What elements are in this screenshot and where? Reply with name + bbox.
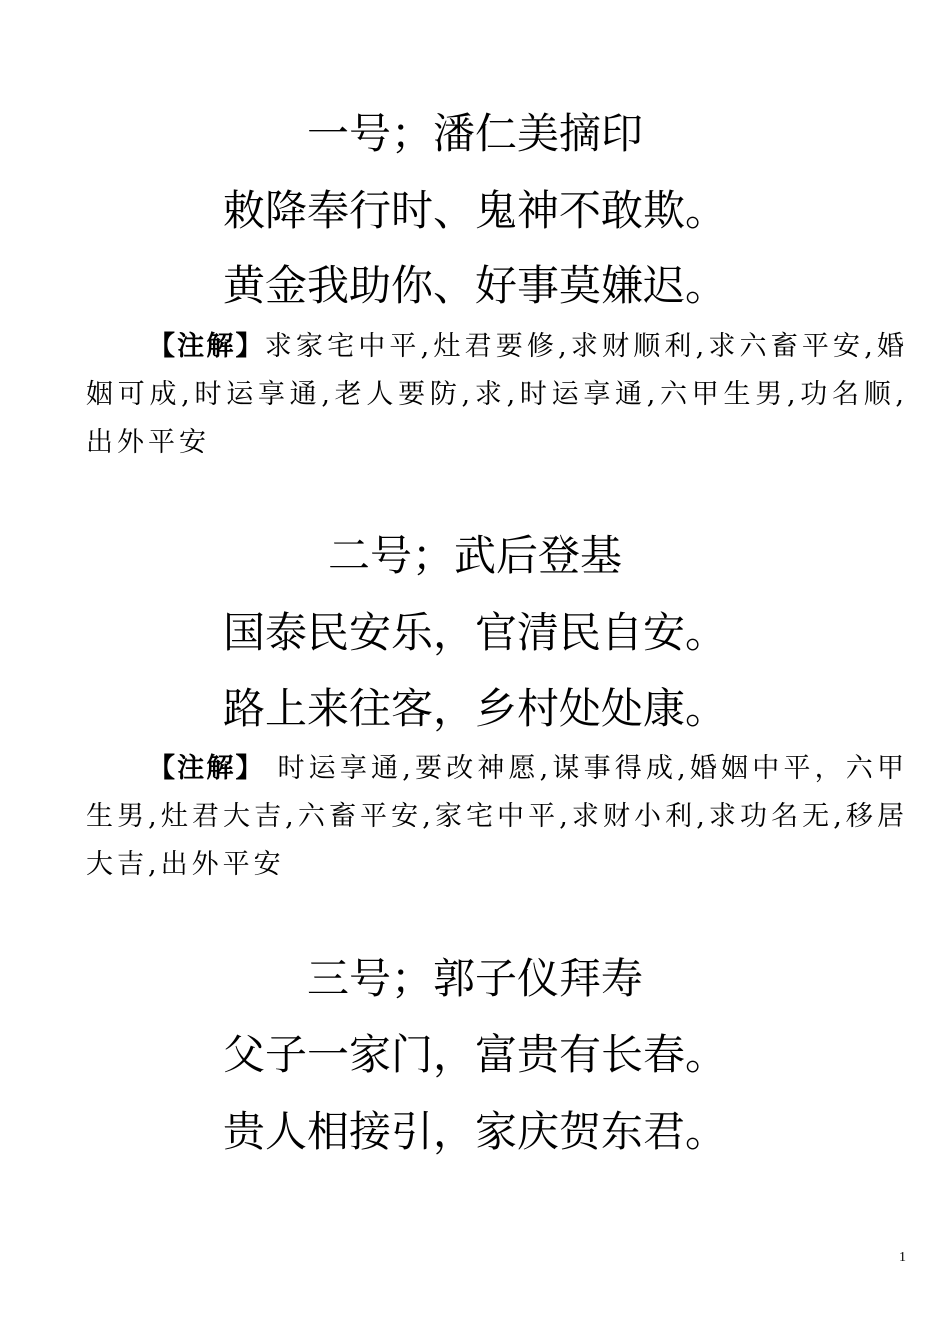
section-1-note xyxy=(86,323,908,467)
section-1-heading: 一号；潘仁美摘印 xyxy=(306,109,643,158)
note-text: 时运享通,要改神愿,谋事得成,婚姻中平，六甲生男,灶君大吉,六畜平安,家宅中平,求财小利,求功名无,移居大吉,出外平安 xyxy=(86,753,908,880)
section-2-note xyxy=(86,745,908,889)
section-3-heading: 三号；郭子仪拜寿 xyxy=(306,954,643,1003)
section-1-verse-2: 黄金我助你、好事莫嫌迟。 xyxy=(222,261,727,310)
section-1-verse-1: 敕降奉行时、鬼神不敢欺。 xyxy=(222,186,727,235)
section-2-verse-1: 国泰民安乐，官清民自安。 xyxy=(222,608,727,657)
section-3-verse-2: 贵人相接引，家庆贺东君。 xyxy=(222,1107,727,1156)
note-tag: 【注解】 xyxy=(148,331,265,362)
page-number: 1 xyxy=(899,1250,906,1265)
section-2-verse-2: 路上来往客，乡村处处康。 xyxy=(222,684,727,733)
note-tag: 【注解】 xyxy=(148,753,265,784)
section-3-verse-1: 父子一家门，富贵有长春。 xyxy=(222,1030,727,1079)
note-text: 求家宅中平,灶君要修,求财顺利,求六畜平安,婚姻可成,时运享通,老人要防,求,时运享通,六甲生男,功名顺,出外平安 xyxy=(86,331,908,458)
section-2-heading: 二号；武后登基 xyxy=(327,531,622,580)
